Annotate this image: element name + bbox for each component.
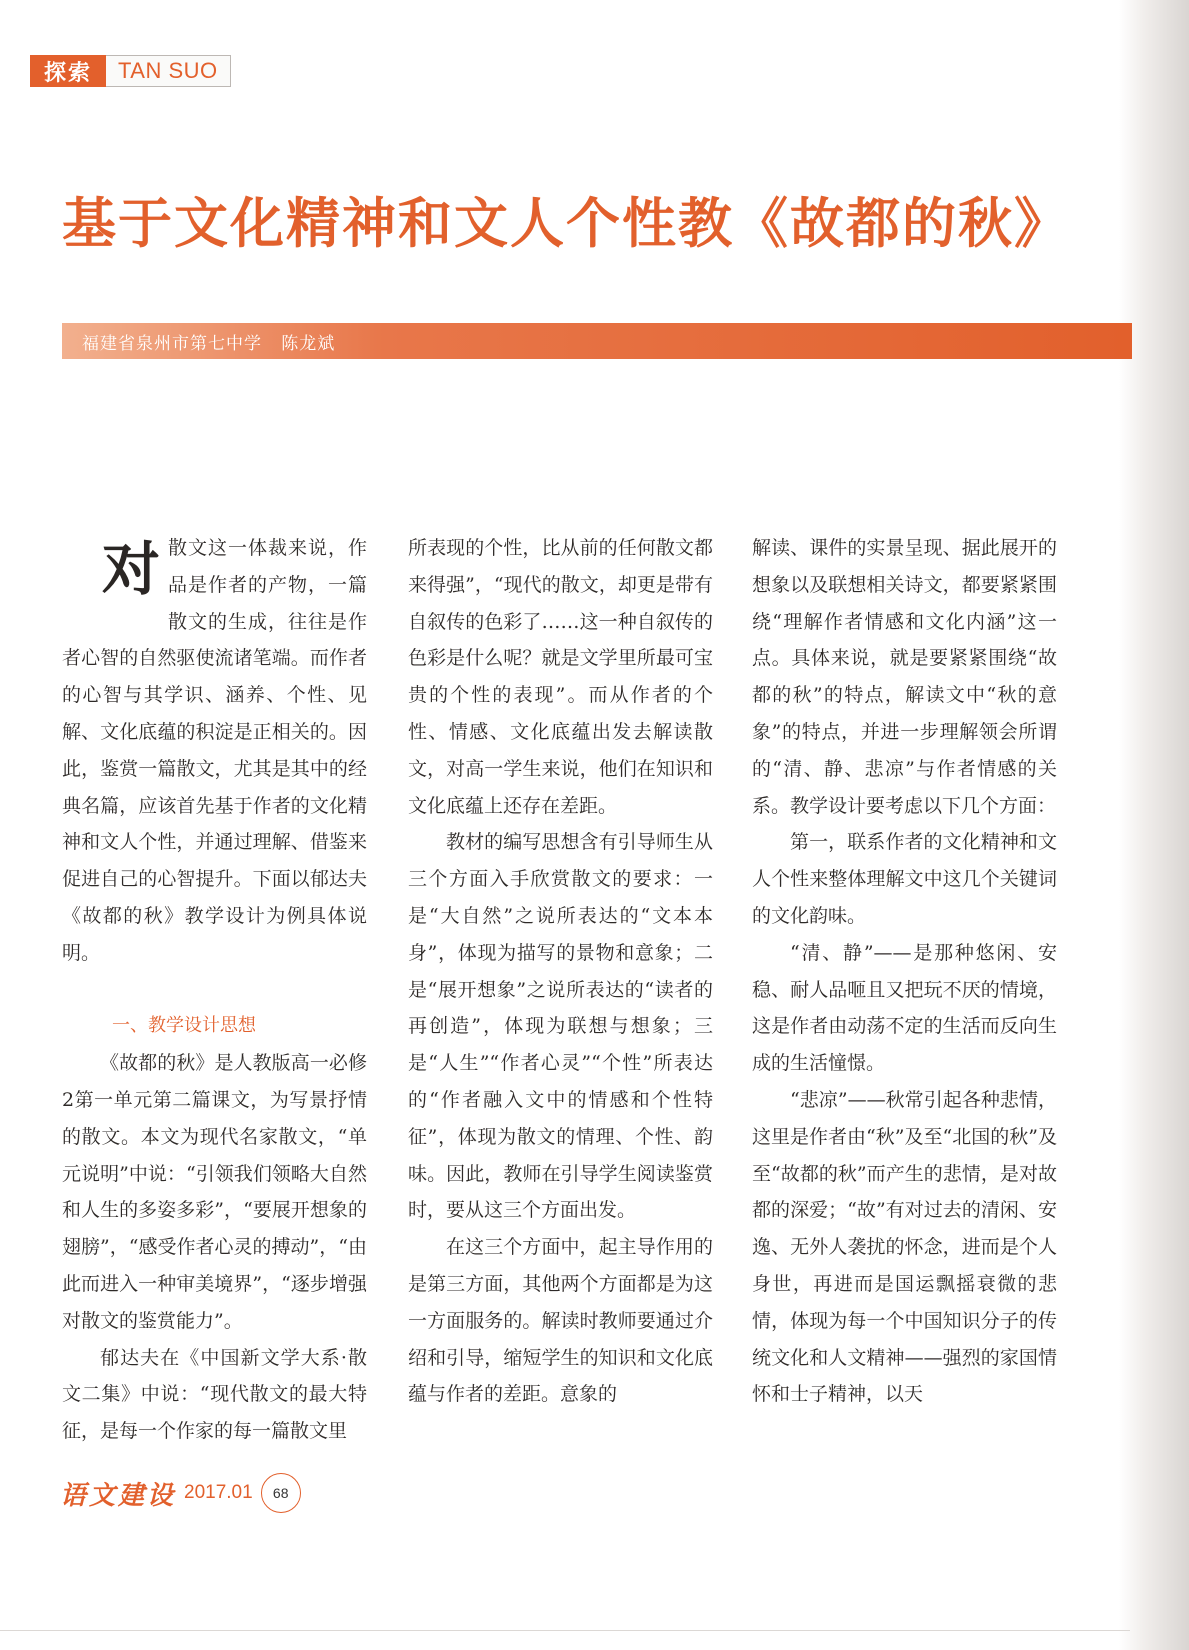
- body-paragraph: 解读、课件的实景呈现、据此展开的想象以及联想相关诗文，都要紧紧围绕“理解作者情感和文化内涵”这一点。具体来说，就是要紧紧围绕“故都的秋”的特点，解读文中“秋的意象”的特点，并进一步理解领会所谓的“清、静、悲凉”与作者情感的关系。教学设计要考虑以下几个方面：: [752, 537, 1057, 817]
- page-bottom-edge: [0, 1630, 1130, 1631]
- body-paragraph: 《故都的秋》是人教版高一必修2第一单元第二篇课文，为写景抒情的散文。本文为现代名家散文，“单元说明”中说：“引领我们领略大自然和人生的多姿多彩”，“要展开想象的翅膀”，“感受作者心灵的搏动”，“由此而进入一种审美境界”，“逐步增强对散文的鉴赏能力”。: [62, 1052, 367, 1332]
- text-column-3: [752, 530, 1057, 1413]
- intro-paragraph-text: 散文这一体裁来说，作品是作者的产物，一篇散文的生成，往往是作者心智的自然驱使流诸笔端。而作者的心智与其学识、涵养、个性、见解、文化底蕴的积淀是正相关的。因此，鉴赏一篇散文，尤其是其中的经典名篇，应该首先基于作者的文化精神和文人个性，并通过理解、借鉴来促进自己的心智提升。下面以郁达夫《故都的秋》教学设计为例具体说明。: [62, 537, 367, 964]
- section-tag: [30, 55, 231, 87]
- body-paragraph: 所表现的个性，比从前的任何散文都来得强”，“现代的散文，却更是带有自叙传的色彩了……这一种自叙传的色彩是什么呢？就是文学里所最可宝贵的个性的表现”。而从作者的个性、情感、文化底蕴出发去解读散文，对高一学生来说，他们在知识和文化底蕴上还存在差距。: [408, 537, 713, 817]
- drop-cap: 对: [102, 535, 161, 603]
- body-paragraph: “悲凉”——秋常引起各种悲情，这里是作者由“秋”及至“北国的秋”及至“故都的秋”而产生的悲情，是对故都的深爱；“故”有对过去的清闲、安逸、无外人袭扰的怀念，进而是个人身世，再进而是国运飘摇衰微的悲情，体现为每一个中国知识分子的传统文化和人文精神——强烈的家国情怀和士子精神，以天: [752, 1088, 1057, 1406]
- author-bar: [62, 323, 1132, 359]
- paragraph-spacer: [62, 972, 367, 1009]
- section-heading: 一、教学设计思想: [112, 1015, 256, 1037]
- article-title: 基于文化精神和文人个性教《故都的秋》: [62, 191, 1070, 255]
- body-paragraph: 郁达夫在《中国新文学大系·散文二集》中说：“现代散文的最大特征，是每一个作家的每一篇散文里: [62, 1346, 367, 1443]
- text-column-1: [62, 530, 367, 1450]
- page-footer: [60, 1473, 301, 1513]
- magazine-name: 语文建设: [60, 1480, 177, 1511]
- body-paragraph: 教材的编写思想含有引导师生从三个方面入手欣赏散文的要求：一是“大自然”之说所表达的“文本本身”，体现为描写的景物和意象；二是“展开想象”之说所表达的“读者的再创造”，体现为联想与想象；三是“人生”“作者心灵”“个性”所表达的“作者融入文中的情感和个性特征”，体现为散文的情理、个性、韵味。因此，教师在引导学生阅读鉴赏时，要从这三个方面出发。: [408, 831, 713, 1222]
- text-column-2: [408, 530, 713, 1413]
- body-paragraph: 在这三个方面中，起主导作用的是第三方面，其他两个方面都是为这一方面服务的。解读时教师要通过介绍和引导，缩短学生的知识和文化底蕴与作者的差距。意象的: [408, 1236, 713, 1406]
- page-edge-shadow: [1119, 0, 1189, 1650]
- issue-date: 2017.01: [184, 1482, 253, 1503]
- section-tag-en: TAN SUO: [106, 55, 231, 87]
- section-tag-cn: 探索: [30, 55, 106, 87]
- intro-paragraph: [62, 530, 367, 972]
- body-paragraph: “清、静”——是那种悠闲、安稳、耐人品咂且又把玩不厌的情境，这是作者由动荡不定的生活而反向生成的生活憧憬。: [752, 941, 1057, 1075]
- page-number: 68: [261, 1473, 301, 1513]
- author-affiliation: 福建省泉州市第七中学 陈龙斌: [82, 333, 336, 354]
- body-paragraph: 第一，联系作者的文化精神和文人个性来整体理解文中这几个关键词的文化韵味。: [752, 831, 1057, 927]
